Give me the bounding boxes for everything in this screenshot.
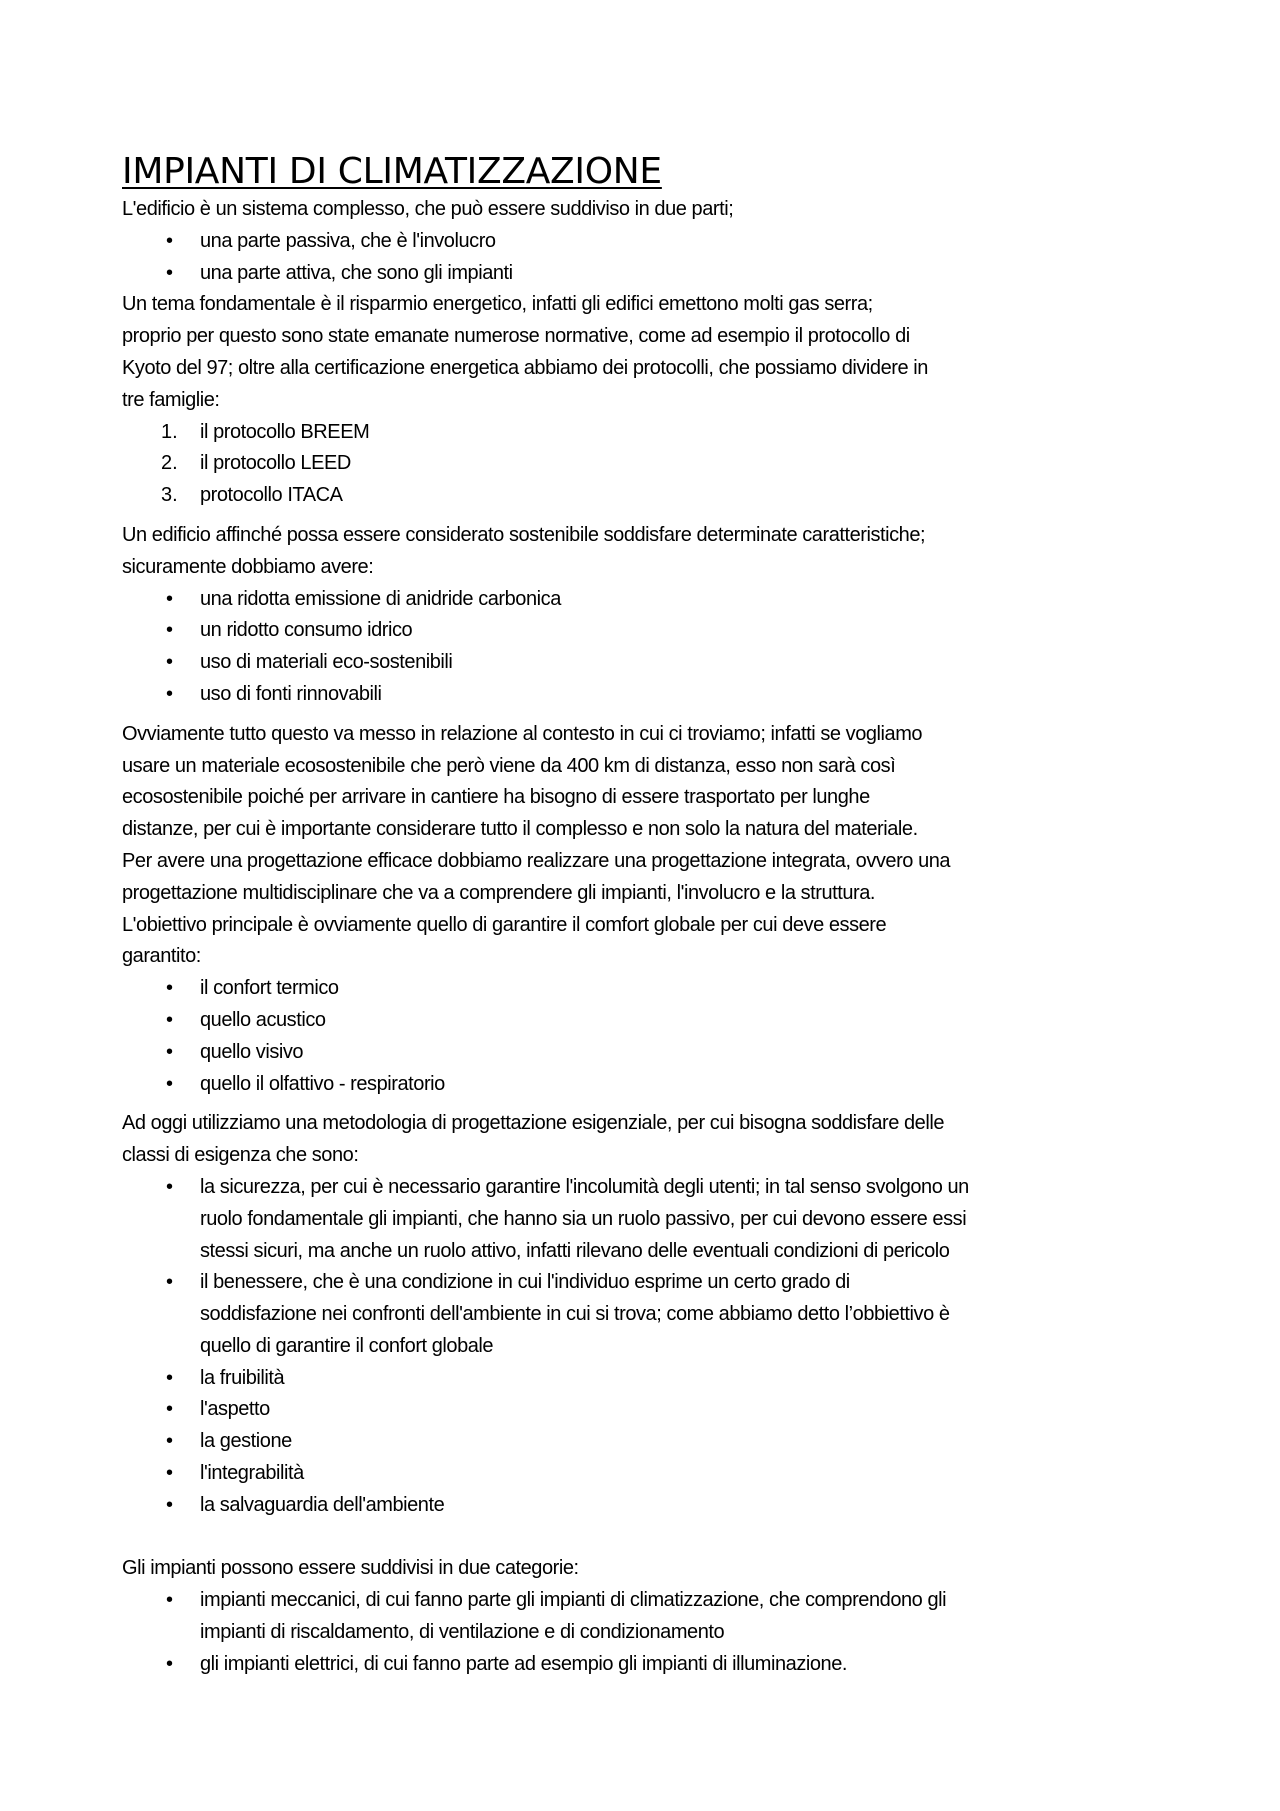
list-item-text: impianti meccanici, di cui fanno parte gli impianti di climatizzazione, che comprendono gli bbox=[200, 1589, 947, 1612]
list-item-text: uso di materiali eco-sostenibili bbox=[200, 651, 453, 674]
bullet-icon: • bbox=[166, 1271, 174, 1294]
text-line: tre famiglie: bbox=[122, 388, 220, 411]
paragraph bbox=[122, 1108, 1172, 1172]
paragraph bbox=[122, 520, 1172, 584]
text-line: sicuramente dobbiamo avere: bbox=[122, 555, 374, 578]
list-item-text: la fruibilità bbox=[200, 1366, 285, 1389]
list-item-text: uso di fonti rinnovabili bbox=[200, 682, 382, 705]
list-item bbox=[122, 1267, 1172, 1362]
text-line: Per avere una progettazione efficace dobbiamo realizzare una progettazione integrata, ovvero una bbox=[122, 849, 951, 872]
paragraph bbox=[122, 289, 1172, 416]
bullet-icon: • bbox=[166, 1008, 174, 1031]
bullet-icon: • bbox=[166, 1462, 174, 1485]
list-item-text: una parte passiva, che è l'involucro bbox=[200, 229, 496, 252]
text-line: ecosostenibile poiché per arrivare in cantiere ha bisogno di essere trasportato per lunghe bbox=[122, 786, 870, 809]
blank-line bbox=[122, 1522, 1172, 1554]
bullet-list bbox=[122, 1172, 1172, 1522]
text-line: Kyoto del 97; oltre alla certificazione energetica abbiamo dei protocolli, che possiamo dividere in bbox=[122, 356, 928, 379]
list-item-text: stessi sicuri, ma anche un ruolo attivo, infatti rilevano delle eventuali condizioni di pericolo bbox=[200, 1239, 950, 1262]
text-line: L'obiettivo principale è ovviamente quello di garantire il comfort globale per cui deve essere bbox=[122, 913, 887, 936]
document-body bbox=[122, 194, 1172, 1681]
list-item-text: il benessere, che è una condizione in cui l'individuo esprime un certo grado di bbox=[200, 1271, 850, 1294]
list-item-text: quello acustico bbox=[200, 1008, 326, 1031]
bullet-icon: • bbox=[166, 1072, 174, 1095]
text-line: garantito: bbox=[122, 945, 201, 968]
list-item-text: il protocollo BREEM bbox=[200, 420, 370, 443]
list-item bbox=[122, 584, 1172, 616]
document-title: IMPIANTI DI CLIMATIZZAZIONE bbox=[122, 151, 662, 192]
list-number: 3. bbox=[161, 484, 178, 507]
list-item bbox=[122, 258, 1172, 290]
list-item bbox=[122, 1585, 1172, 1649]
bullet-icon: • bbox=[166, 977, 174, 1000]
list-item-text: ruolo fondamentale gli impianti, che hanno sia un ruolo passivo, per cui devono essere essi bbox=[200, 1207, 967, 1230]
text-line: Un edificio affinché possa essere considerato sostenibile soddisfare determinate caratteristiche; bbox=[122, 523, 926, 546]
list-item-text: l'aspetto bbox=[200, 1398, 270, 1421]
text-line: Gli impianti possono essere suddivisi in due categorie: bbox=[122, 1557, 579, 1580]
list-item-text: soddisfazione nei confronti dell'ambiente in cui si trova; come abbiamo detto l’obbiettivo è bbox=[200, 1303, 950, 1326]
text-line: classi di esigenza che sono: bbox=[122, 1144, 359, 1167]
list-item bbox=[122, 1394, 1172, 1426]
list-item-text: la salvaguardia dell'ambiente bbox=[200, 1493, 445, 1516]
list-item-text: quello di garantire il confort globale bbox=[200, 1334, 494, 1357]
list-item-text: impianti di riscaldamento, di ventilazione e di condizionamento bbox=[200, 1621, 725, 1644]
list-item bbox=[122, 1490, 1172, 1522]
list-item-text: una parte attiva, che sono gli impianti bbox=[200, 261, 513, 284]
bullet-icon: • bbox=[166, 261, 174, 284]
list-item-text: quello il olfattivo - respiratorio bbox=[200, 1072, 445, 1095]
list-item bbox=[122, 1005, 1172, 1037]
list-item bbox=[122, 226, 1172, 258]
bullet-icon: • bbox=[166, 1040, 174, 1063]
list-item-text: una ridotta emissione di anidride carbonica bbox=[200, 587, 561, 610]
list-item bbox=[122, 647, 1172, 679]
text-line: Ovviamente tutto questo va messo in relazione al contesto in cui ci troviamo; infatti se vogliamo bbox=[122, 722, 923, 745]
list-item bbox=[122, 615, 1172, 647]
list-item-text: protocollo ITACA bbox=[200, 484, 343, 507]
text-line: Ad oggi utilizziamo una metodologia di progettazione esigenziale, per cui bisogna soddisfare delle bbox=[122, 1112, 945, 1135]
list-item-text: gli impianti elettrici, di cui fanno parte ad esempio gli impianti di illuminazione. bbox=[200, 1652, 847, 1675]
paragraph bbox=[122, 1553, 1172, 1585]
list-number: 2. bbox=[161, 452, 178, 475]
list-item bbox=[122, 1426, 1172, 1458]
list-item bbox=[122, 1037, 1172, 1069]
list-item-text: l'integrabilità bbox=[200, 1462, 304, 1485]
list-item bbox=[122, 679, 1172, 711]
list-item-text: il protocollo LEED bbox=[200, 452, 351, 475]
paragraph bbox=[122, 194, 1172, 226]
list-item bbox=[122, 480, 1172, 512]
list-item-text: un ridotto consumo idrico bbox=[200, 619, 413, 642]
text-line: distanze, per cui è importante considerare tutto il complesso e non solo la natura del materiale. bbox=[122, 818, 918, 841]
text-line: usare un materiale ecosostenibile che però viene da 400 km di distanza, esso non sarà così bbox=[122, 754, 896, 777]
bullet-list bbox=[122, 584, 1172, 711]
bullet-icon: • bbox=[166, 619, 174, 642]
bullet-icon: • bbox=[166, 1366, 174, 1389]
list-item bbox=[122, 973, 1172, 1005]
text-line: proprio per questo sono state emanate numerose normative, come ad esempio il protocollo di bbox=[122, 325, 910, 348]
list-item-text: quello visivo bbox=[200, 1040, 304, 1063]
list-item bbox=[122, 1363, 1172, 1395]
list-item bbox=[122, 1172, 1172, 1267]
bullet-icon: • bbox=[166, 682, 174, 705]
bullet-icon: • bbox=[166, 1398, 174, 1421]
bullet-icon: • bbox=[166, 1589, 174, 1612]
text-line: Un tema fondamentale è il risparmio energetico, infatti gli edifici emettono molti gas serra; bbox=[122, 293, 873, 316]
document-page bbox=[122, 150, 1172, 1681]
text-line: L'edificio è un sistema complesso, che può essere suddiviso in due parti; bbox=[122, 198, 734, 220]
bullet-list bbox=[122, 226, 1172, 290]
list-number: 1. bbox=[161, 420, 178, 443]
list-item-text: la sicurezza, per cui è necessario garantire l'incolumità degli utenti; in tal senso svolgono un bbox=[200, 1175, 969, 1198]
bullet-icon: • bbox=[166, 1175, 174, 1198]
bullet-icon: • bbox=[166, 1430, 174, 1453]
bullet-list bbox=[122, 1585, 1172, 1680]
paragraph bbox=[122, 719, 1172, 973]
text-line: progettazione multidisciplinare che va a comprendere gli impianti, l'involucro e la struttura. bbox=[122, 881, 876, 904]
numbered-list bbox=[122, 417, 1172, 512]
bullet-icon: • bbox=[166, 229, 174, 252]
bullet-icon: • bbox=[166, 1652, 174, 1675]
list-item bbox=[122, 417, 1172, 449]
list-item bbox=[122, 448, 1172, 480]
bullet-icon: • bbox=[166, 587, 174, 610]
bullet-icon: • bbox=[166, 1493, 174, 1516]
list-item bbox=[122, 1069, 1172, 1101]
bullet-icon: • bbox=[166, 651, 174, 674]
list-item-text: la gestione bbox=[200, 1430, 292, 1453]
list-item-text: il confort termico bbox=[200, 977, 339, 1000]
list-item bbox=[122, 1649, 1172, 1681]
list-item bbox=[122, 1458, 1172, 1490]
bullet-list bbox=[122, 973, 1172, 1100]
